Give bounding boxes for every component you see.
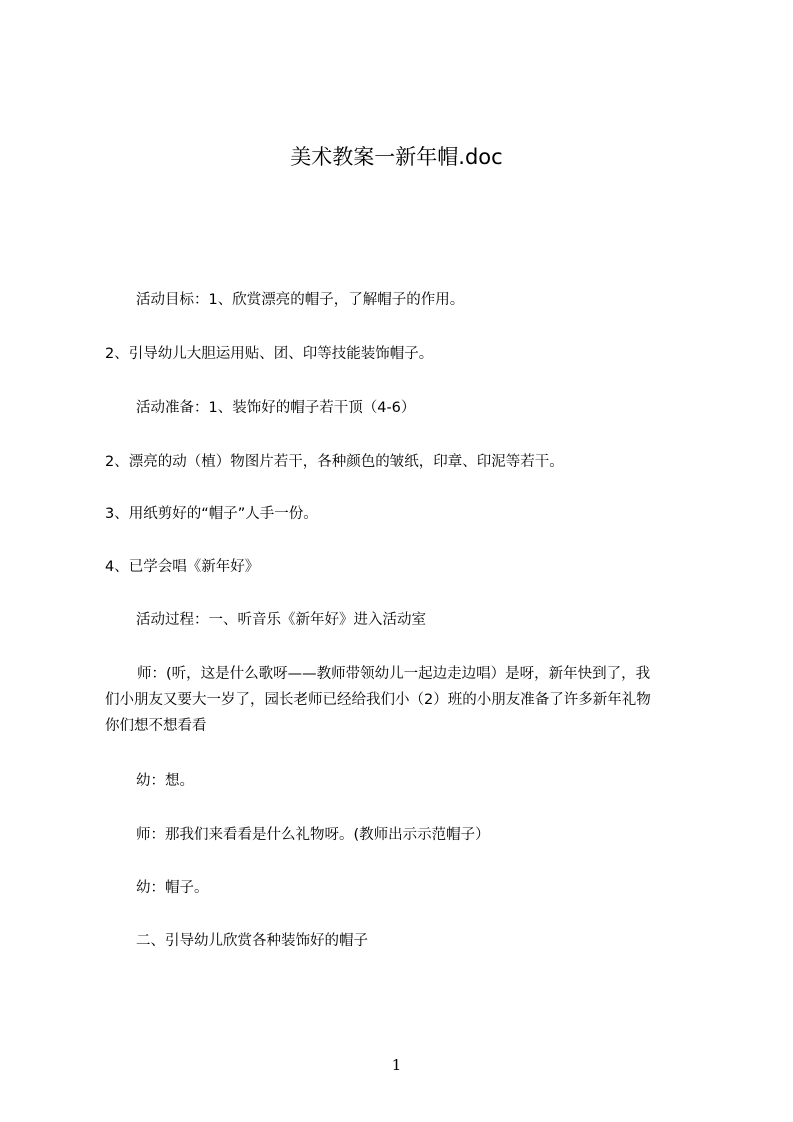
paragraph-process-2: 二、引导幼儿欣赏各种装饰好的帽子 (136, 933, 368, 949)
dialog-line-3: 你们想不想看看 (105, 718, 207, 734)
paragraph-teacher-reply: 师：那我们来看看是什么礼物呀。(教师出示示范帽子） (136, 827, 490, 843)
paragraph-prep-2: 2、漂亮的动（植）物图片若干，各种颜色的皱纸，印章、印泥等若干。 (105, 454, 564, 470)
dialog-line-2: 们小朋友又要大一岁了，园长老师已经给我们小（2）班的小朋友准备了许多新年礼物 (105, 692, 651, 708)
paragraph-goal-2: 2、引导幼儿大胆运用贴、团、印等技能装饰帽子。 (105, 346, 434, 362)
dialog-line-1: 师：(听，这是什么歌呀——教师带领幼儿一起边走边唱）是呀，新年快到了，我 (137, 666, 651, 682)
document-title: 美术教案一新年帽.doc (290, 145, 503, 169)
paragraph-child-reply-1: 幼：想。 (136, 773, 194, 789)
paragraph-prep-1: 活动准备：1、装饰好的帽子若干顶（4-6） (136, 400, 416, 416)
paragraph-prep-4: 4、已学会唱《新年好》 (105, 559, 260, 575)
paragraph-process-1: 活动过程：一、听音乐《新年好》进入活动室 (136, 612, 426, 628)
dialog-paragraph (105, 661, 699, 739)
paragraph-prep-3: 3、用纸剪好的“帽子”人手一份。 (105, 506, 318, 522)
page-number: 1 (391, 1056, 402, 1074)
paragraph-goal-1: 活动目标：1、欣赏漂亮的帽子，了解帽子的作用。 (136, 292, 465, 308)
paragraph-child-reply-2: 幼：帽子。 (136, 880, 209, 896)
